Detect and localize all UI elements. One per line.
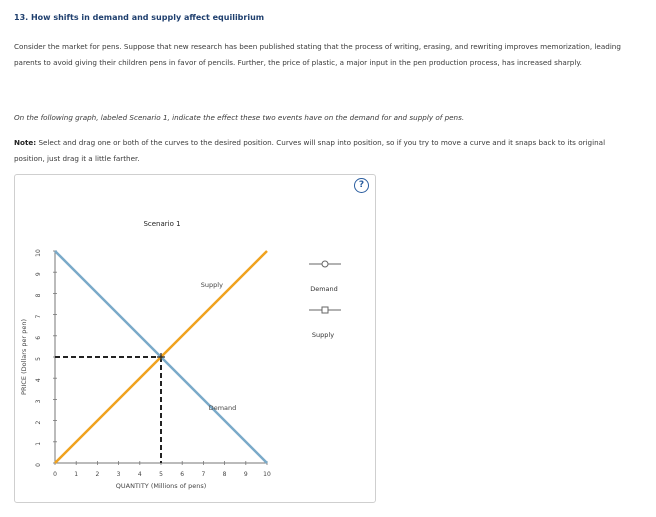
- legend-demand-label: Demand: [310, 285, 338, 293]
- chart-title: Scenario 1: [143, 220, 181, 228]
- x-tick-label: 5: [159, 471, 163, 478]
- note-text: Select and drag one or both of the curves to the desired position. Curves will snap into position, so if you try to move a curve and it snaps back to its original position, just drag it a little farther.: [14, 138, 606, 163]
- question-title: 13. How shifts in demand and supply affect equilibrium: [14, 13, 265, 22]
- y-tick-label: 7: [35, 314, 42, 319]
- y-tick-label: 3: [35, 399, 42, 404]
- x-tick-label: 0: [53, 471, 57, 478]
- x-tick-label: 10: [263, 471, 271, 478]
- x-tick-label: 7: [201, 471, 206, 478]
- help-icon[interactable]: ?: [354, 178, 369, 193]
- demand-curve-label: Demand: [208, 404, 237, 412]
- y-tick-label: 0: [35, 463, 42, 467]
- y-tick-label: 8: [35, 293, 42, 298]
- note-label: Note:: [14, 138, 37, 147]
- x-tick-label: 6: [180, 471, 185, 478]
- supply-curve-label: Supply: [200, 281, 223, 290]
- question-intro: Consider the market for pens. Suppose that new research has been published stating that the process of writing, erasing, and rewriting improves memorization, leading parents to avoid giving their children pens in favor of pencils. Further, the price of plastic, a major input in the pen production process, has increased sharply.: [14, 42, 621, 67]
- x-tick-label: 1: [74, 471, 79, 478]
- x-axis-label: QUANTITY (Millions of pens): [115, 482, 207, 490]
- y-axis-label: PRICE (Dollars per pen): [20, 319, 28, 395]
- x-tick-label: 4: [137, 471, 142, 478]
- legend-supply-handle-icon[interactable]: [322, 307, 328, 313]
- legend-supply-label: Supply: [311, 331, 335, 339]
- y-tick-label: 4: [35, 378, 42, 383]
- y-tick-label: 10: [35, 249, 42, 257]
- y-tick-label: 6: [35, 335, 42, 340]
- legend-demand-handle-icon[interactable]: [322, 261, 328, 267]
- x-tick-label: 2: [95, 471, 100, 478]
- question-instruction: On the following graph, labeled Scenario 1, indicate the effect these two events have on the demand for and supply of pens.: [14, 113, 465, 122]
- x-tick-label: 8: [222, 471, 227, 478]
- y-tick-label: 9: [35, 272, 42, 277]
- x-tick-label: 9: [243, 471, 248, 478]
- x-tick-label: 3: [116, 471, 121, 478]
- y-tick-label: 1: [35, 441, 42, 446]
- y-tick-label: 5: [35, 357, 42, 361]
- y-tick-label: 2: [35, 420, 42, 425]
